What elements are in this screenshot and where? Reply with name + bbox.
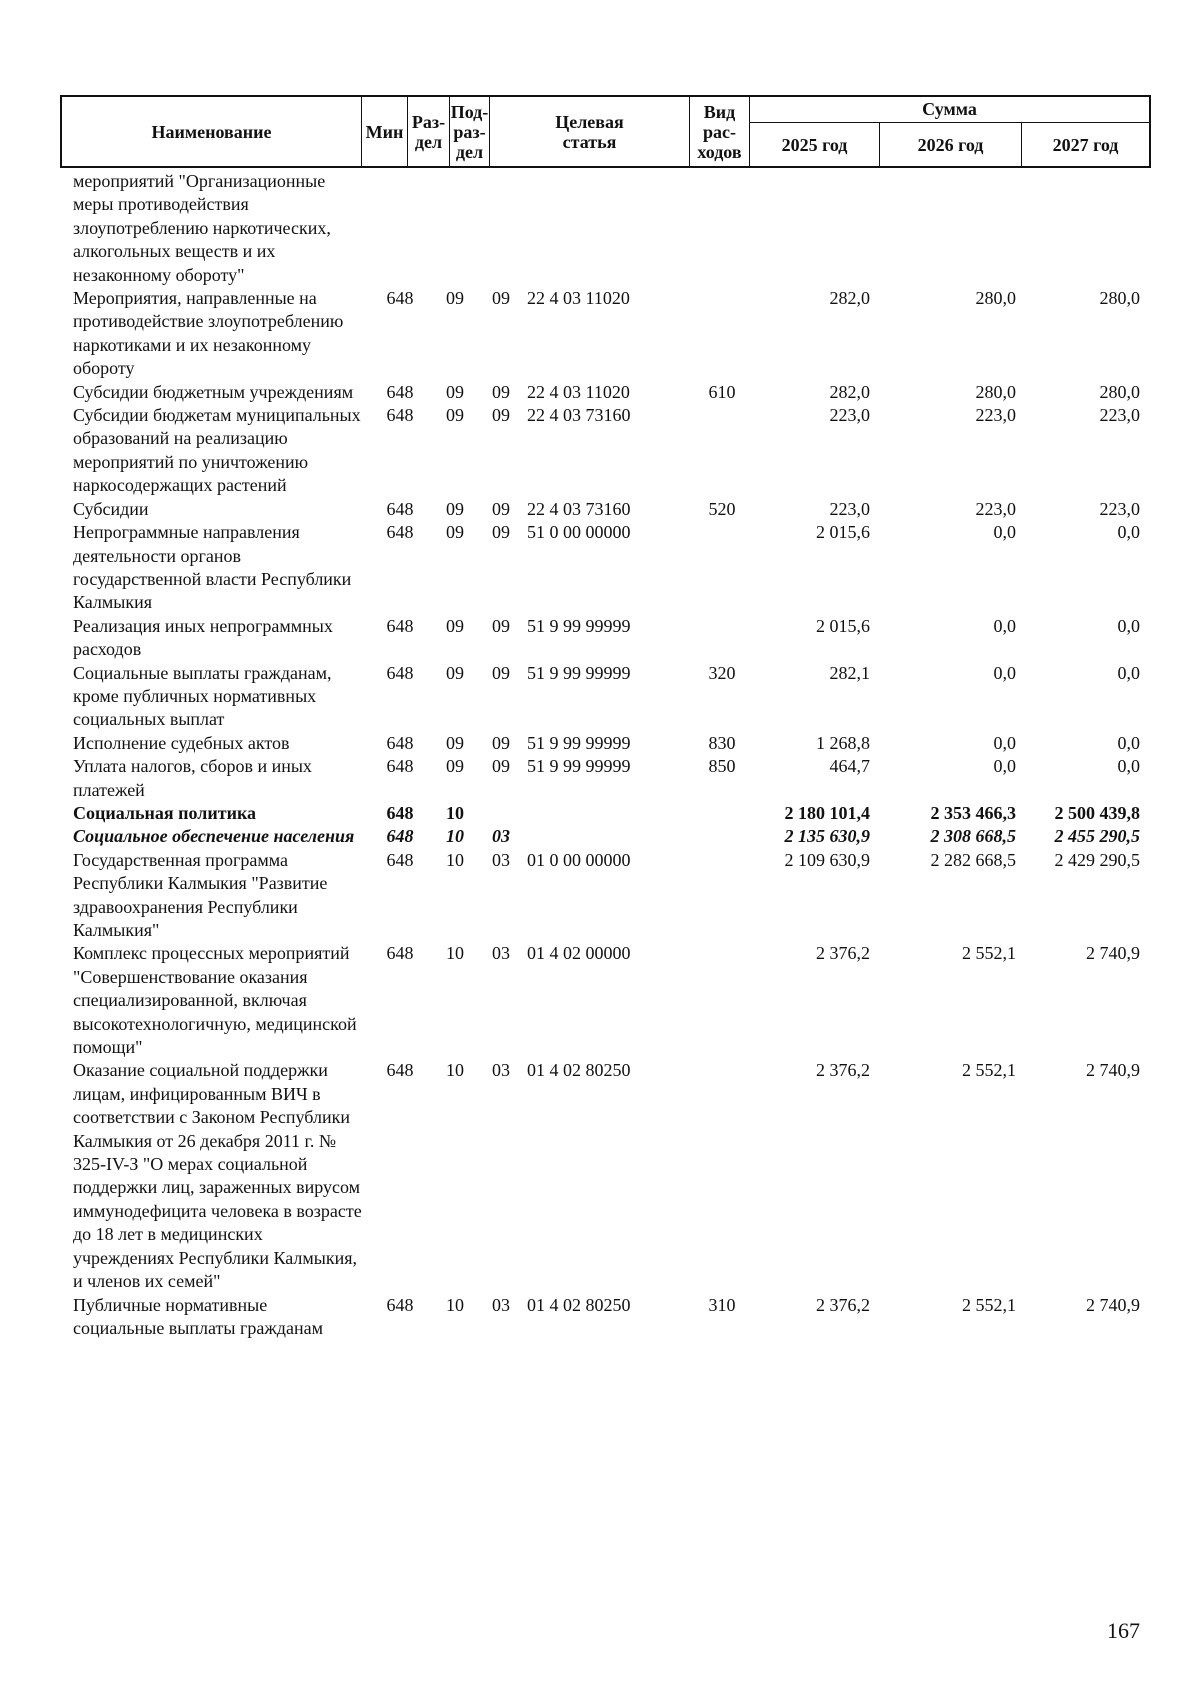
row-min: 648 bbox=[386, 943, 414, 964]
row-podrazdel: 09 bbox=[492, 756, 510, 777]
row-razdel: 09 bbox=[446, 522, 464, 543]
row-podrazdel: 09 bbox=[492, 288, 510, 309]
table-row bbox=[0, 942, 1200, 1059]
row-name: Уплата налогов, сборов и иных платежей bbox=[73, 756, 312, 800]
row-sum-2027: 2 500 439,8 bbox=[1054, 802, 1140, 823]
row-min: 648 bbox=[386, 662, 414, 683]
row-sum-2025: 2 180 101,4 bbox=[784, 802, 870, 823]
row-sum-2027: 2 455 290,5 bbox=[1054, 826, 1140, 847]
row-sum-2025: 2 015,6 bbox=[816, 615, 870, 636]
table-row bbox=[0, 1059, 1200, 1293]
row-razdel: 10 bbox=[446, 1060, 464, 1081]
row-celevaya: 22 4 03 73160 bbox=[527, 405, 631, 426]
row-vid: 850 bbox=[708, 756, 736, 777]
row-min: 648 bbox=[386, 1060, 414, 1081]
header-razdel: Раз- дел bbox=[408, 97, 450, 166]
row-sum-2025: 2 376,2 bbox=[816, 1294, 870, 1315]
row-sum-2025: 2 109 630,9 bbox=[784, 849, 870, 870]
header-year-2026: 2026 год bbox=[880, 123, 1022, 168]
row-razdel: 10 bbox=[446, 802, 464, 823]
row-podrazdel: 09 bbox=[492, 662, 510, 683]
row-podrazdel: 09 bbox=[492, 405, 510, 426]
row-min: 648 bbox=[386, 405, 414, 426]
row-sum-2027: 280,0 bbox=[1099, 288, 1140, 309]
row-razdel: 09 bbox=[446, 662, 464, 683]
row-podrazdel: 03 bbox=[492, 826, 510, 847]
row-razdel: 09 bbox=[446, 498, 464, 519]
row-sum-2026: 223,0 bbox=[975, 405, 1016, 426]
row-razdel: 09 bbox=[446, 732, 464, 753]
header-podrazdel: Под- раз- дел bbox=[450, 97, 490, 166]
row-vid: 830 bbox=[708, 732, 736, 753]
row-sum-2025: 223,0 bbox=[829, 498, 870, 519]
page-number: 167 bbox=[1107, 1618, 1140, 1643]
table-body bbox=[0, 170, 1200, 1340]
row-name: Субсидии бюджетам муниципальных образований на реализацию мероприятий по уничтожению наркосодержащих растений bbox=[73, 405, 361, 496]
row-vid: 320 bbox=[708, 662, 736, 683]
row-name: мероприятий "Организационные меры противодействия злоупотреблению наркотических, алкогольных веществ и их незаконному обороту" bbox=[73, 171, 331, 285]
row-sum-2027: 0,0 bbox=[1117, 732, 1140, 753]
row-sum-2027: 0,0 bbox=[1117, 615, 1140, 636]
row-sum-2026: 280,0 bbox=[975, 288, 1016, 309]
row-name: Государственная программа Республики Калмыкия "Развитие здравоохранения Республики Калмыкия" bbox=[73, 849, 328, 940]
row-sum-2027: 223,0 bbox=[1099, 405, 1140, 426]
row-celevaya: 51 9 99 99999 bbox=[527, 732, 631, 753]
row-sum-2025: 2 135 630,9 bbox=[784, 826, 870, 847]
row-sum-2026: 0,0 bbox=[993, 615, 1016, 636]
row-razdel: 10 bbox=[446, 1294, 464, 1315]
row-min: 648 bbox=[386, 522, 414, 543]
table-header bbox=[60, 95, 1151, 168]
row-min: 648 bbox=[386, 802, 414, 823]
row-podrazdel: 09 bbox=[492, 498, 510, 519]
row-sum-2026: 2 552,1 bbox=[962, 1060, 1016, 1081]
table-row-subsection bbox=[0, 825, 1200, 848]
row-sum-2025: 2 015,6 bbox=[816, 522, 870, 543]
row-name: Комплекс процессных мероприятий "Совершенствование оказания специализированной, включая высокотехнологичную, медицинской помощи" bbox=[73, 943, 357, 1058]
header-year-2027: 2027 год bbox=[1052, 135, 1119, 155]
row-celevaya: 22 4 03 73160 bbox=[527, 498, 631, 519]
row-sum-2026: 280,0 bbox=[975, 381, 1016, 402]
row-sum-2026: 2 353 466,3 bbox=[930, 802, 1016, 823]
row-razdel: 09 bbox=[446, 756, 464, 777]
row-razdel: 10 bbox=[446, 849, 464, 870]
row-name: Мероприятия, направленные на противодействие злоупотреблению наркотиками и их незаконному обороту bbox=[73, 288, 344, 379]
row-sum-2027: 0,0 bbox=[1117, 522, 1140, 543]
table-row bbox=[0, 849, 1200, 943]
row-celevaya: 01 4 02 80250 bbox=[527, 1060, 631, 1081]
row-celevaya: 01 4 02 80250 bbox=[527, 1294, 631, 1315]
row-vid: 520 bbox=[708, 498, 736, 519]
row-sum-2025: 2 376,2 bbox=[816, 943, 870, 964]
row-sum-2026: 0,0 bbox=[993, 522, 1016, 543]
header-celevaya: Целевая статья bbox=[490, 97, 690, 166]
row-sum-2027: 0,0 bbox=[1117, 756, 1140, 777]
header-vid: Вид рас- ходов bbox=[690, 97, 750, 166]
row-razdel: 09 bbox=[446, 615, 464, 636]
table-row bbox=[0, 615, 1200, 662]
row-name: Субсидии bbox=[73, 498, 149, 519]
row-sum-2026: 2 552,1 bbox=[962, 943, 1016, 964]
table-row bbox=[0, 521, 1200, 615]
header-summa: Сумма bbox=[750, 97, 1149, 123]
table-row bbox=[0, 755, 1200, 802]
row-celevaya: 01 4 02 00000 bbox=[527, 943, 631, 964]
row-min: 648 bbox=[386, 756, 414, 777]
row-min: 648 bbox=[386, 381, 414, 402]
row-sum-2025: 464,7 bbox=[829, 756, 870, 777]
table-row bbox=[0, 287, 1200, 381]
row-name: Субсидии бюджетным учреждениям bbox=[73, 381, 354, 402]
row-sum-2027: 2 740,9 bbox=[1086, 1294, 1140, 1315]
header-name: Наименование bbox=[62, 97, 362, 166]
row-min: 648 bbox=[386, 849, 414, 870]
table-row bbox=[0, 170, 1200, 287]
row-celevaya: 01 0 00 00000 bbox=[527, 849, 631, 870]
row-sum-2025: 1 268,8 bbox=[816, 732, 870, 753]
row-celevaya: 22 4 03 11020 bbox=[527, 288, 630, 309]
row-sum-2027: 2 740,9 bbox=[1086, 943, 1140, 964]
row-sum-2025: 282,0 bbox=[829, 288, 870, 309]
table-row bbox=[0, 498, 1200, 521]
header-year-2025: 2025 год bbox=[750, 123, 880, 168]
table-row bbox=[0, 732, 1200, 755]
row-name: Социальные выплаты гражданам, кроме публичных нормативных социальных выплат bbox=[73, 662, 332, 730]
row-sum-2025: 223,0 bbox=[829, 405, 870, 426]
row-vid: 610 bbox=[708, 381, 736, 402]
row-sum-2027: 2 740,9 bbox=[1086, 1060, 1140, 1081]
table-row-section bbox=[0, 802, 1200, 825]
table-row bbox=[0, 1294, 1200, 1341]
row-name: Оказание социальной поддержки лицам, инфицированным ВИЧ в соответствии с Законом Республики Калмыкия от 26 декабря 2011 г. № 325-IV-З "О мерах социальной поддержки лиц, зараженных вирусом иммунодефицита человека в возрасте до 18 лет в медицинских учреждениях Республики Калмыкия, и членов их семей" bbox=[73, 1060, 362, 1292]
row-podrazdel: 03 bbox=[492, 943, 510, 964]
row-celevaya: 22 4 03 11020 bbox=[527, 381, 630, 402]
table-row bbox=[0, 404, 1200, 498]
row-name: Социальное обеспечение населения bbox=[73, 826, 355, 847]
row-celevaya: 51 9 99 99999 bbox=[527, 615, 631, 636]
row-sum-2027: 0,0 bbox=[1117, 662, 1140, 683]
row-min: 648 bbox=[386, 1294, 414, 1315]
row-celevaya: 51 9 99 99999 bbox=[527, 662, 631, 683]
row-podrazdel: 09 bbox=[492, 732, 510, 753]
row-podrazdel: 03 bbox=[492, 849, 510, 870]
row-sum-2027: 223,0 bbox=[1099, 498, 1140, 519]
row-sum-2026: 223,0 bbox=[975, 498, 1016, 519]
row-sum-2027: 280,0 bbox=[1099, 381, 1140, 402]
row-name: Реализация иных непрограммных расходов bbox=[73, 615, 333, 660]
row-sum-2025: 282,0 bbox=[829, 381, 870, 402]
row-razdel: 09 bbox=[446, 288, 464, 309]
row-sum-2027: 2 429 290,5 bbox=[1054, 849, 1140, 870]
table-row bbox=[0, 381, 1200, 404]
row-name: Публичные нормативные социальные выплаты гражданам bbox=[73, 1294, 323, 1338]
row-sum-2026: 2 282 668,5 bbox=[930, 849, 1016, 870]
row-min: 648 bbox=[386, 826, 414, 847]
row-sum-2026: 0,0 bbox=[993, 662, 1016, 683]
row-min: 648 bbox=[386, 498, 414, 519]
row-sum-2026: 0,0 bbox=[993, 732, 1016, 753]
row-razdel: 09 bbox=[446, 405, 464, 426]
row-sum-2026: 0,0 bbox=[993, 756, 1016, 777]
row-sum-2026: 2 308 668,5 bbox=[930, 826, 1016, 847]
row-razdel: 09 bbox=[446, 381, 464, 402]
row-podrazdel: 09 bbox=[492, 381, 510, 402]
row-celevaya: 51 0 00 00000 bbox=[527, 522, 631, 543]
row-min: 648 bbox=[386, 288, 414, 309]
row-min: 648 bbox=[386, 732, 414, 753]
row-name: Социальная политика bbox=[73, 802, 257, 823]
header-min: Мин bbox=[362, 97, 408, 166]
row-sum-2026: 2 552,1 bbox=[962, 1294, 1016, 1315]
row-sum-2025: 282,1 bbox=[829, 662, 870, 683]
row-min: 648 bbox=[386, 615, 414, 636]
row-name: Исполнение судебных актов bbox=[73, 732, 290, 753]
row-name: Непрограммные направления деятельности органов государственной власти Республики Калмыкия bbox=[73, 522, 352, 613]
row-razdel: 10 bbox=[446, 943, 464, 964]
row-vid: 310 bbox=[708, 1294, 736, 1315]
row-celevaya: 51 9 99 99999 bbox=[527, 756, 631, 777]
row-podrazdel: 09 bbox=[492, 615, 510, 636]
row-podrazdel: 09 bbox=[492, 522, 510, 543]
table-row bbox=[0, 662, 1200, 732]
row-sum-2025: 2 376,2 bbox=[816, 1060, 870, 1081]
row-razdel: 10 bbox=[446, 826, 464, 847]
row-podrazdel: 03 bbox=[492, 1294, 510, 1315]
row-podrazdel: 03 bbox=[492, 1060, 510, 1081]
